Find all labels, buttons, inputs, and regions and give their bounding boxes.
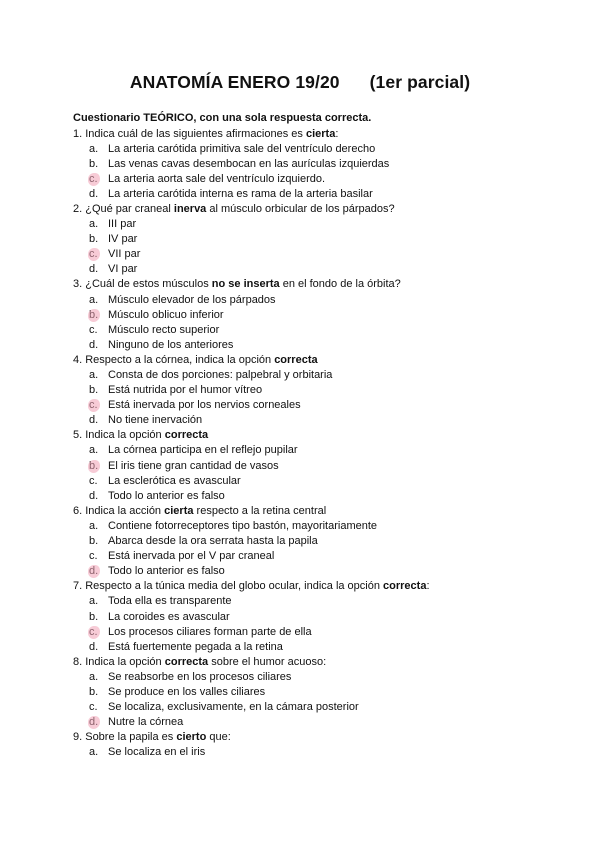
question-3 <box>73 277 573 292</box>
question-text: 8. Indica la opción <box>73 655 165 668</box>
option-letter: b. <box>89 610 99 623</box>
answer-option <box>73 262 573 277</box>
answer-option <box>73 338 573 353</box>
option-letter: a. <box>89 369 99 381</box>
question-6 <box>73 504 573 519</box>
answer-option <box>73 308 573 323</box>
answer-option <box>73 172 573 187</box>
option-text: Músculo recto superior <box>108 323 220 336</box>
question-text-end: en el fondo de la órbita? <box>279 278 401 291</box>
question-7 <box>73 579 573 594</box>
option-letter: c. <box>89 474 98 487</box>
option-text: La córnea participa en el reflejo pupilar <box>108 444 298 457</box>
answer-option <box>73 368 573 383</box>
question-text: 7. Respecto a la túnica media del globo ocular, indica la opción <box>73 580 384 593</box>
question-2 <box>73 202 573 217</box>
answer-option <box>73 293 573 308</box>
option-text: Se localiza en el iris <box>108 746 206 759</box>
answer-option <box>73 459 573 474</box>
option-letter: d. <box>89 263 99 276</box>
question-text-end: : <box>426 580 430 593</box>
option-text: La arteria carótida interna es rama de la arteria basilar <box>108 187 373 200</box>
option-letter: a. <box>89 746 99 759</box>
option-text: Nutre la córnea <box>108 716 184 729</box>
answer-option <box>73 549 573 564</box>
option-letter: b. <box>89 233 99 246</box>
option-text: La arteria carótida primitiva sale del ventrículo derecho <box>108 142 376 155</box>
option-letter: a. <box>89 142 99 155</box>
question-keyword: correcta <box>164 429 209 442</box>
question-keyword: no se inserta <box>211 278 280 291</box>
option-letter: c. <box>89 323 98 336</box>
option-text: Todo lo anterior es falso <box>108 565 225 578</box>
answer-option <box>73 700 573 715</box>
option-letter: d. <box>89 489 99 502</box>
option-letter: b. <box>89 384 99 397</box>
answer-option <box>73 685 573 700</box>
option-letter: a. <box>89 218 99 231</box>
question-list <box>73 127 573 761</box>
option-letter: b. <box>89 157 99 170</box>
option-letter: a. <box>89 519 99 532</box>
option-letter: b. <box>89 685 99 698</box>
answer-option <box>73 610 573 625</box>
question-text: 6. Indica la acción <box>73 504 165 517</box>
option-text: Está inervada por los nervios corneales <box>108 399 301 412</box>
question-keyword: cierta <box>164 504 194 517</box>
answer-highlight-mark <box>88 460 100 473</box>
option-text: Contiene fotorreceptores tipo bastón, mayoritariamente <box>108 519 378 532</box>
option-text: La arteria aorta sale del ventrículo izquierdo. <box>108 172 326 185</box>
answer-option <box>73 745 573 760</box>
option-letter: a. <box>89 293 99 306</box>
option-text: VII par <box>108 248 141 261</box>
answer-option <box>73 247 573 262</box>
option-text: III par <box>108 218 137 231</box>
option-letter: c. <box>89 701 98 714</box>
question-5 <box>73 428 573 443</box>
answer-option <box>73 519 573 534</box>
answer-option <box>73 187 573 202</box>
exam-title <box>0 72 600 93</box>
question-keyword: correcta <box>383 580 427 593</box>
option-letter: a. <box>89 670 99 683</box>
exam-title-part: (1er parcial) <box>369 72 471 92</box>
option-letter: a. <box>89 595 99 608</box>
question-keyword: cierto <box>176 731 207 744</box>
answer-option <box>73 640 573 655</box>
question-text-end: sobre el humor acuoso: <box>208 655 327 668</box>
answer-option <box>73 217 573 232</box>
questionnaire <box>73 111 573 760</box>
question-keyword: correcta <box>164 655 209 668</box>
option-text: Abarca desde la ora serrata hasta la papila <box>108 535 318 548</box>
answer-option <box>73 715 573 730</box>
question-text: 2. ¿Qué par craneal <box>73 202 174 215</box>
option-text: Está nutrida por el humor vítreo <box>108 384 263 397</box>
question-keyword: inerva <box>173 202 207 215</box>
question-text: 9. Sobre la papila es <box>73 731 177 744</box>
question-8 <box>73 655 573 670</box>
question-text: 4. Respecto a la córnea, indica la opción <box>73 353 275 366</box>
option-letter: d. <box>89 640 99 653</box>
answer-highlight-mark <box>88 626 100 639</box>
option-text: Se produce en los valles ciliares <box>108 685 266 698</box>
answer-option <box>73 142 573 157</box>
answer-option <box>73 413 573 428</box>
option-text: Todo lo anterior es falso <box>108 489 225 502</box>
answer-option <box>73 670 573 685</box>
option-letter: d. <box>89 338 99 351</box>
answer-option <box>73 323 573 338</box>
answer-option <box>73 383 573 398</box>
question-9 <box>73 730 573 745</box>
option-text: Las venas cavas desembocan en las aurículas izquierdas <box>108 157 390 170</box>
question-text-end: al músculo orbicular de los párpados? <box>206 202 395 215</box>
question-text: 3. ¿Cuál de estos músculos <box>73 278 212 291</box>
answer-option <box>73 625 573 640</box>
option-text: VI par <box>108 263 138 276</box>
option-text: El iris tiene gran cantidad de vasos <box>108 459 279 472</box>
question-text: 5. Indica la opción <box>73 429 165 442</box>
option-text: Los procesos ciliares forman parte de ella <box>108 625 312 638</box>
questionnaire-subtitle: Cuestionario TEÓRICO, con una sola respuesta correcta. <box>73 112 372 124</box>
question-keyword: cierta <box>305 127 336 140</box>
option-text: Consta de dos porciones: palpebral y orbitaria <box>108 369 333 381</box>
question-text-end: que: <box>206 731 231 744</box>
answer-option <box>73 398 573 413</box>
answer-option <box>73 157 573 172</box>
question-4 <box>73 353 573 368</box>
answer-highlight-mark <box>88 309 100 322</box>
answer-option <box>73 443 573 458</box>
question-text-end: : <box>335 127 339 140</box>
option-text: Se reabsorbe en los procesos ciliares <box>108 670 292 683</box>
answer-option <box>73 564 573 579</box>
option-text: Está inervada por el V par craneal <box>108 550 275 563</box>
option-text: No tiene inervación <box>108 414 203 427</box>
option-letter: c. <box>89 550 98 563</box>
answer-option <box>73 489 573 504</box>
answer-option <box>73 474 573 489</box>
question-1 <box>73 127 573 142</box>
exam-title-main: ANATOMÍA ENERO 19/20 <box>129 72 340 92</box>
option-text: La esclerótica es avascular <box>108 474 241 487</box>
option-letter: b. <box>89 535 99 548</box>
option-text: Ninguno de los anteriores <box>108 338 234 351</box>
option-text: IV par <box>108 233 138 246</box>
option-text: Toda ella es transparente <box>108 595 232 608</box>
option-letter: a. <box>89 444 99 457</box>
option-text: Músculo oblicuo inferior <box>108 308 224 321</box>
question-text-end: respecto a la retina central <box>193 504 327 517</box>
answer-option <box>73 534 573 549</box>
answer-option <box>73 232 573 247</box>
answer-option <box>73 594 573 609</box>
option-text: Músculo elevador de los párpados <box>108 293 276 306</box>
option-letter: d. <box>89 414 99 427</box>
question-keyword: correcta <box>274 353 318 366</box>
option-text: Se localiza, exclusivamente, en la cámara posterior <box>108 701 359 714</box>
option-letter: d. <box>89 187 99 200</box>
option-text: La coroides es avascular <box>108 610 230 623</box>
question-text: 1. Indica cuál de las siguientes afirmaciones es <box>73 127 306 140</box>
option-text: Está fuertemente pegada a la retina <box>108 640 283 653</box>
